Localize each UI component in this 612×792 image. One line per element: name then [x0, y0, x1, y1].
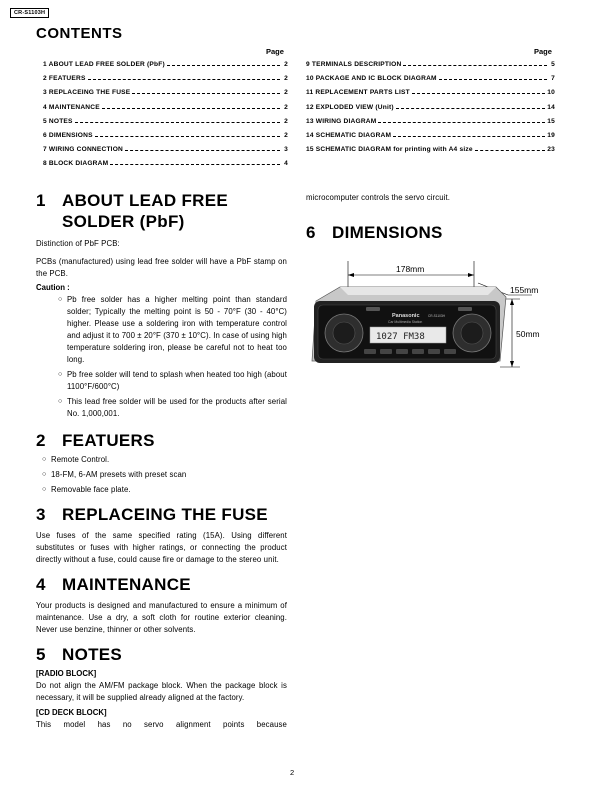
eject-button: [458, 307, 472, 311]
bullet-item: ○ This lead free solder will be used for the products after serial No. 1,000,001.: [58, 397, 287, 418]
bullet-icon: ○: [42, 486, 47, 493]
toc-page-header-right: Page: [534, 47, 552, 56]
stereo-top-face: [340, 287, 496, 295]
lcd-readout: 1027 FM38: [376, 332, 425, 342]
bullet-icon: ○: [42, 456, 47, 463]
bullet-item: ○ Pb free solder has a higher melting point than standard solder; Typically the melting point is 50 - 70°F (30 - 40°C) higher. Please use a soldering iron with temperature control and adjust it to 700 ± 20°F (370 ± 10°C). In case of using high temperature soldering iron, please be careful not to heat too long.: [58, 295, 287, 364]
paragraph: PCBs (manufactured) using lead free solder will have a PbF stamp on the PCB.: [36, 257, 287, 278]
paragraph: Distinction of PbF PCB:: [36, 239, 120, 248]
dim-height-label: 50mm: [516, 329, 540, 339]
section-heading-fuse: 3 REPLACEING THE FUSE: [36, 505, 268, 524]
model-label: CR-S1103H: [428, 314, 445, 318]
arrow-icon: [510, 361, 514, 367]
toc-entry[interactable]: 11 REPLACEMENT PARTS LIST 10: [306, 89, 555, 97]
preset-button: [444, 349, 456, 354]
dimensions-figure: [300, 257, 560, 377]
preset-button: [380, 349, 392, 354]
section-heading-lead-free: 1 ABOUT LEAD FREE SOLDER (PbF): [36, 191, 228, 231]
preset-button: [396, 349, 408, 354]
paragraph: Use fuses of the same specified rating (15A). Using different substitutes or fuses with higher ratings, or connecting the product directly without a fuse, could cause fire or damage to the stereo unit.: [36, 531, 287, 564]
toc-entry[interactable]: 8 BLOCK DIAGRAM 4: [43, 160, 288, 168]
section-heading-features: 2 FEATUERS: [36, 431, 155, 450]
bullet-icon: ○: [58, 296, 63, 303]
document-code: CR-S1103H: [10, 8, 49, 18]
toc-entry[interactable]: 12 EXPLODED VIEW (Unit) 14: [306, 103, 555, 111]
toc-page-header-left: Page: [266, 47, 284, 56]
paragraph: This model has no servo alignment points because: [36, 720, 287, 729]
paragraph: Do not align the AM/FM package block. When the package block is necessary, it will be supplied already aligned at the factory.: [36, 681, 287, 702]
bullet-item: ○ Removable face plate.: [42, 485, 131, 494]
arrow-icon: [510, 299, 514, 305]
brand-logo: Panasonic: [392, 313, 420, 319]
section-heading-notes: 5 NOTES: [36, 645, 123, 664]
toc-entry[interactable]: 10 PACKAGE AND IC BLOCK DIAGRAM 7: [306, 75, 555, 83]
toc-entry[interactable]: 1 ABOUT LEAD FREE SOLDER (PbF) 2: [43, 61, 288, 68]
left-column: [36, 190, 287, 731]
page-number: 2: [290, 768, 295, 777]
toc-entry[interactable]: 9 TERMINALS DESCRIPTION 5: [306, 61, 555, 68]
toc-right-column: [306, 61, 555, 160]
preset-button: [428, 349, 440, 354]
paragraph: microcomputer controls the servo circuit.: [306, 193, 451, 202]
preset-button: [364, 349, 376, 354]
toc-entry[interactable]: 2 FEATUERS 2: [43, 75, 288, 83]
bullet-icon: ○: [42, 471, 47, 478]
subtitle-label: Car Multimedia Station: [388, 320, 423, 324]
preset-button: [412, 349, 424, 354]
toc-entry[interactable]: 5 NOTES 2: [43, 117, 288, 125]
right-column: [306, 192, 556, 243]
bullet-item: ○ Remote Control.: [42, 455, 110, 464]
arrow-icon: [348, 273, 354, 277]
bullet-item: ○ 18-FM, 6-AM presets with preset scan: [42, 470, 187, 479]
toc-entry[interactable]: 3 REPLACEING THE FUSE 2: [43, 89, 288, 97]
caution-label: Caution :: [36, 283, 70, 292]
bullet-icon: ○: [58, 371, 63, 378]
dim-depth-label: 155mm: [510, 285, 539, 295]
section-heading-dimensions: 6 DIMENSIONS: [306, 223, 443, 242]
toc-entry[interactable]: 7 WIRING CONNECTION 3: [43, 146, 288, 154]
bullet-item: ○ Pb free solder will tend to splash when heated too high (about 1100°F/600°C): [58, 370, 287, 391]
toc-entry[interactable]: 15 SCHEMATIC DIAGRAM for printing with A4 size 23: [306, 146, 555, 154]
subheading-cd-deck-block: [CD DECK BLOCK]: [36, 708, 107, 717]
arrow-icon: [468, 273, 474, 277]
toc-entry[interactable]: 6 DIMENSIONS 2: [43, 131, 288, 139]
section-heading-maintenance: 4 MAINTENANCE: [36, 575, 191, 594]
subheading-radio-block: [RADIO BLOCK]: [36, 669, 97, 678]
paragraph: Your products is designed and manufactured to ensure a minimum of maintenance. Use a dry, a soft cloth for routine exterior cleaning. Never use benzine, thinner or other solvents.: [36, 601, 287, 634]
toc-entry[interactable]: 4 MAINTENANCE 2: [43, 103, 288, 111]
source-button: [366, 307, 380, 311]
contents-title: CONTENTS: [36, 25, 123, 42]
toc-entry[interactable]: 14 SCHEMATIC DIAGRAM 19: [306, 131, 555, 139]
toc-entry[interactable]: 13 WIRING DIAGRAM 15: [306, 117, 555, 125]
bullet-icon: ○: [58, 398, 63, 405]
toc-left-column: [43, 61, 288, 175]
dim-width-label: 178mm: [396, 264, 425, 274]
